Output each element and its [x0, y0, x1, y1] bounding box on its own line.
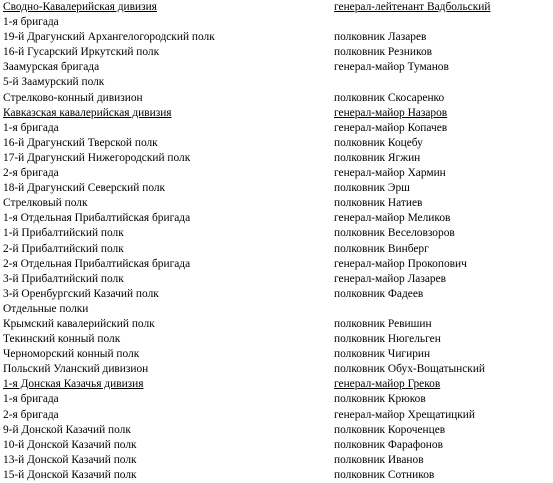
table-row [3, 302, 551, 317]
table-row [3, 166, 551, 181]
commander-name: генерал-майор Туманов [334, 61, 449, 74]
commander-name: полковник Ревишин [334, 317, 432, 330]
commander-name: генерал-майор Хрещатицкий [334, 408, 475, 421]
table-row [3, 60, 551, 75]
division-name: Кавказская кавалерийская дивизия [3, 106, 172, 119]
table-row [3, 30, 551, 45]
commander-name: полковник Скосаренко [334, 91, 445, 104]
unit-name: Черноморский конный полк [3, 348, 140, 361]
unit-name: Стрелково-конный дивизион [3, 91, 143, 104]
table-row [3, 15, 551, 30]
division-name: 1-я Донская Казачья дивизия [3, 378, 144, 391]
table-row [3, 317, 551, 332]
commander-name: генерал-майор Прокопович [334, 257, 467, 270]
table-row [3, 211, 551, 226]
unit-name: Крымский кавалерийский полк [3, 317, 155, 330]
table-row [3, 453, 551, 468]
unit-name: 15-й Донской Казачий полк [3, 468, 137, 481]
unit-name: 1-я бригада [3, 393, 59, 406]
table-row [3, 257, 551, 272]
table-row [3, 362, 551, 377]
table-row [3, 438, 551, 453]
commander-name: полковник Короченцев [334, 423, 446, 436]
commander-name: генерал-майор Копачев [334, 121, 448, 134]
table-row [3, 91, 551, 106]
table-row [3, 287, 551, 302]
commander-name: генерал-майор Греков [334, 378, 441, 391]
commander-name: полковник Натиев [334, 197, 423, 210]
unit-name: Стрелковый полк [3, 197, 88, 210]
unit-name: 3-й Оренбургский Казачий полк [3, 287, 159, 300]
commander-name: полковник Винберг [334, 242, 429, 255]
unit-name: 1-й Прибалтийский полк [3, 227, 124, 240]
commander-name: полковник Коцебу [334, 136, 423, 149]
table-row [3, 45, 551, 60]
unit-name: 19-й Драгунский Архангелогородский полк [3, 31, 215, 44]
table-row [3, 242, 551, 257]
table-row [3, 196, 551, 211]
table-row [3, 106, 551, 121]
table-row [3, 332, 551, 347]
unit-name: Текинский конный полк [3, 333, 121, 346]
commander-name: генерал-майор Назаров [334, 106, 448, 119]
division-name: Сводно-Кавалерийская дивизия [3, 1, 157, 13]
commander-name: полковник Фарафонов [334, 438, 443, 451]
unit-name: Заамурская бригада [3, 61, 100, 74]
table-row [3, 151, 551, 166]
commander-name: полковник Чигирин [334, 348, 431, 361]
unit-name: 13-й Донской Казачий полк [3, 453, 137, 466]
commander-name: генерал-майор Лазарев [334, 272, 447, 285]
commander-name: полковник Ягжин [334, 151, 421, 164]
table-row [3, 136, 551, 151]
table-row [3, 226, 551, 241]
unit-name: 2-й Прибалтийский полк [3, 242, 124, 255]
unit-name: 9-й Донской Казачий полк [3, 423, 131, 436]
commander-name: полковник Крюков [334, 393, 426, 406]
commander-name: полковник Обух-Вощатынский [334, 363, 486, 376]
table-row [3, 272, 551, 287]
commander-name: генерал-майор Хармин [334, 167, 446, 180]
unit-name: 3-й Прибалтийский полк [3, 272, 124, 285]
table-row [3, 121, 551, 136]
unit-name: 16-й Гусарский Иркутский полк [3, 46, 160, 59]
commander-name: полковник Лазарев [334, 31, 427, 44]
table-row [3, 0, 551, 15]
unit-commander-table [3, 0, 551, 483]
table-row [3, 347, 551, 362]
unit-name: 1-я Отдельная Прибалтийская бригада [3, 212, 191, 225]
unit-name: 10-й Донской Казачий полк [3, 438, 137, 451]
unit-name: 18-й Драгунский Северский полк [3, 182, 166, 195]
table-row [3, 408, 551, 423]
commander-name: полковник Резников [334, 46, 433, 59]
table-row [3, 377, 551, 392]
table-row [3, 423, 551, 438]
commander-name: полковник Сотников [334, 468, 435, 481]
table-row [3, 75, 551, 90]
unit-name: Отдельные полки [3, 302, 89, 315]
commander-name: полковник Веселовзоров [334, 227, 455, 240]
unit-name: 5-й Заамурский полк [3, 76, 105, 89]
unit-name: 1-я бригада [3, 121, 59, 134]
unit-name: 2-я Отдельная Прибалтийская бригада [3, 257, 191, 270]
table-row [3, 392, 551, 407]
unit-name: 2-я бригада [3, 408, 59, 421]
commander-name: полковник Фадеев [334, 287, 424, 300]
unit-name: 2-я бригада [3, 167, 59, 180]
unit-name: 16-й Драгунский Тверской полк [3, 136, 158, 149]
table-row [3, 468, 551, 483]
commander-name: полковник Иванов [334, 453, 424, 466]
unit-name: 1-я бригада [3, 16, 59, 29]
commander-name: генерал-майор Меликов [334, 212, 451, 225]
commander-name: полковник Нюгельген [334, 333, 441, 346]
commander-name: полковник Эрш [334, 182, 410, 195]
table-row [3, 181, 551, 196]
unit-name: Польский Уланский дивизион [3, 363, 149, 376]
unit-name: 17-й Драгунский Нижегородский полк [3, 151, 191, 164]
commander-name: генерал-лейтенант Вадбольский [334, 1, 491, 13]
